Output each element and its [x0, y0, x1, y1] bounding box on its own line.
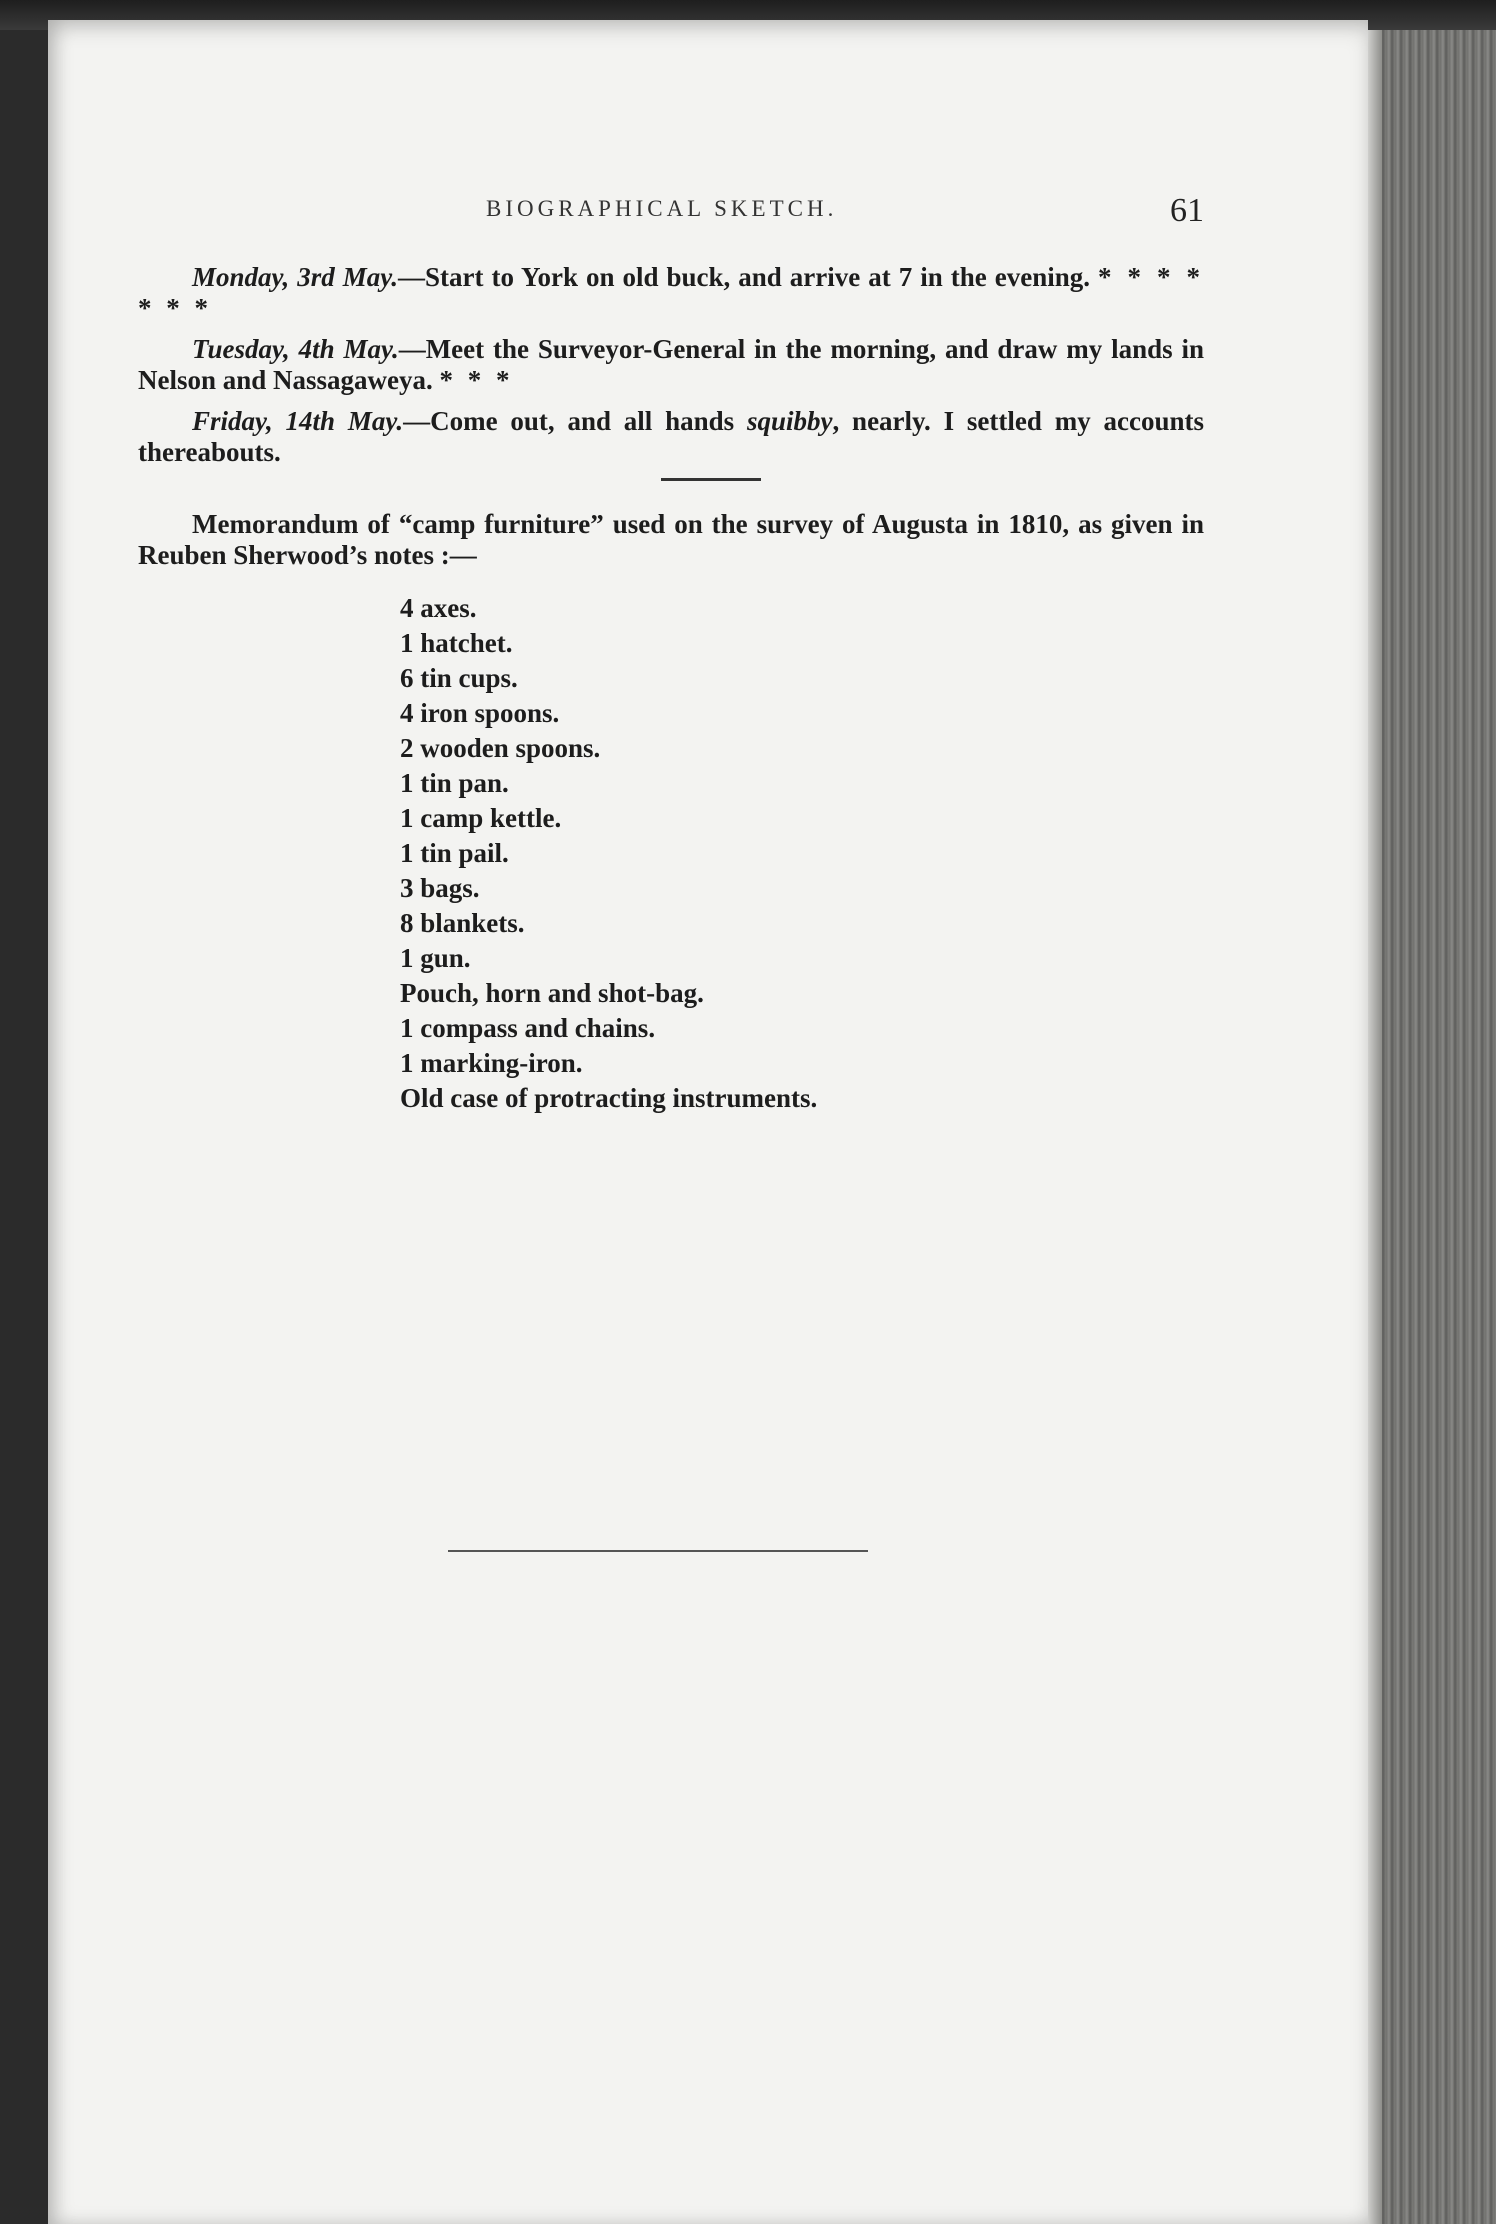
entry-date: Monday, 3rd May.	[192, 262, 398, 292]
list-item: Old case of protracting instruments.	[400, 1083, 818, 1113]
list-item: 2 wooden spoons.	[400, 733, 601, 763]
list-item: 4 axes.	[400, 593, 477, 623]
page-edge-stack	[1368, 30, 1496, 2224]
list-item: 1 tin pail.	[400, 838, 509, 868]
list-item: 4 iron spoons.	[400, 698, 560, 728]
list-item: 1 hatchet.	[400, 628, 513, 658]
list-item: 8 blankets.	[400, 908, 525, 938]
running-head: BIOGRAPHICAL SKETCH.	[486, 196, 838, 221]
list-item: Pouch, horn and shot-bag.	[400, 978, 704, 1008]
ellipsis-stars: * * * * * * *	[138, 262, 1204, 323]
camp-furniture-list	[400, 591, 1204, 1116]
diary-entry-tuesday	[138, 334, 1204, 396]
list-item: 1 tin pan.	[400, 768, 509, 798]
entry-date: Friday, 14th May.	[192, 406, 404, 436]
entry-text: —Start to York on old buck, and arrive at 7 in the evening.	[398, 262, 1090, 292]
list-item: 1 gun.	[400, 943, 471, 973]
entry-text: —Come out, and all hands	[403, 406, 747, 436]
memorandum-intro: Memorandum of “camp furniture” used on the survey of Augusta in 1810, as given in Reuben Sherwood’s notes :—	[138, 509, 1204, 570]
page-body	[138, 262, 1204, 1116]
entry-date: Tuesday, 4th May.	[192, 334, 399, 364]
entry-emphasis: squibby	[746, 406, 833, 436]
page-number: 61	[1170, 192, 1204, 229]
end-rule	[448, 1550, 868, 1552]
diary-entry-friday	[138, 406, 1204, 468]
section-rule	[661, 478, 761, 481]
list-item: 1 marking-iron.	[400, 1048, 583, 1078]
list-item: 1 compass and chains.	[400, 1013, 656, 1043]
ellipsis-stars: * * *	[439, 365, 514, 395]
list-item: 3 bags.	[400, 873, 480, 903]
diary-entry-monday	[138, 262, 1204, 324]
list-item: 1 camp kettle.	[400, 803, 562, 833]
list-item: 6 tin cups.	[400, 663, 518, 693]
entry-text: , nearly. I settled my accounts thereabouts.	[138, 406, 1204, 467]
entry-text: —Meet the Surveyor-General in the morning, and draw my lands in Nelson and Nassagaweya.	[138, 334, 1204, 395]
